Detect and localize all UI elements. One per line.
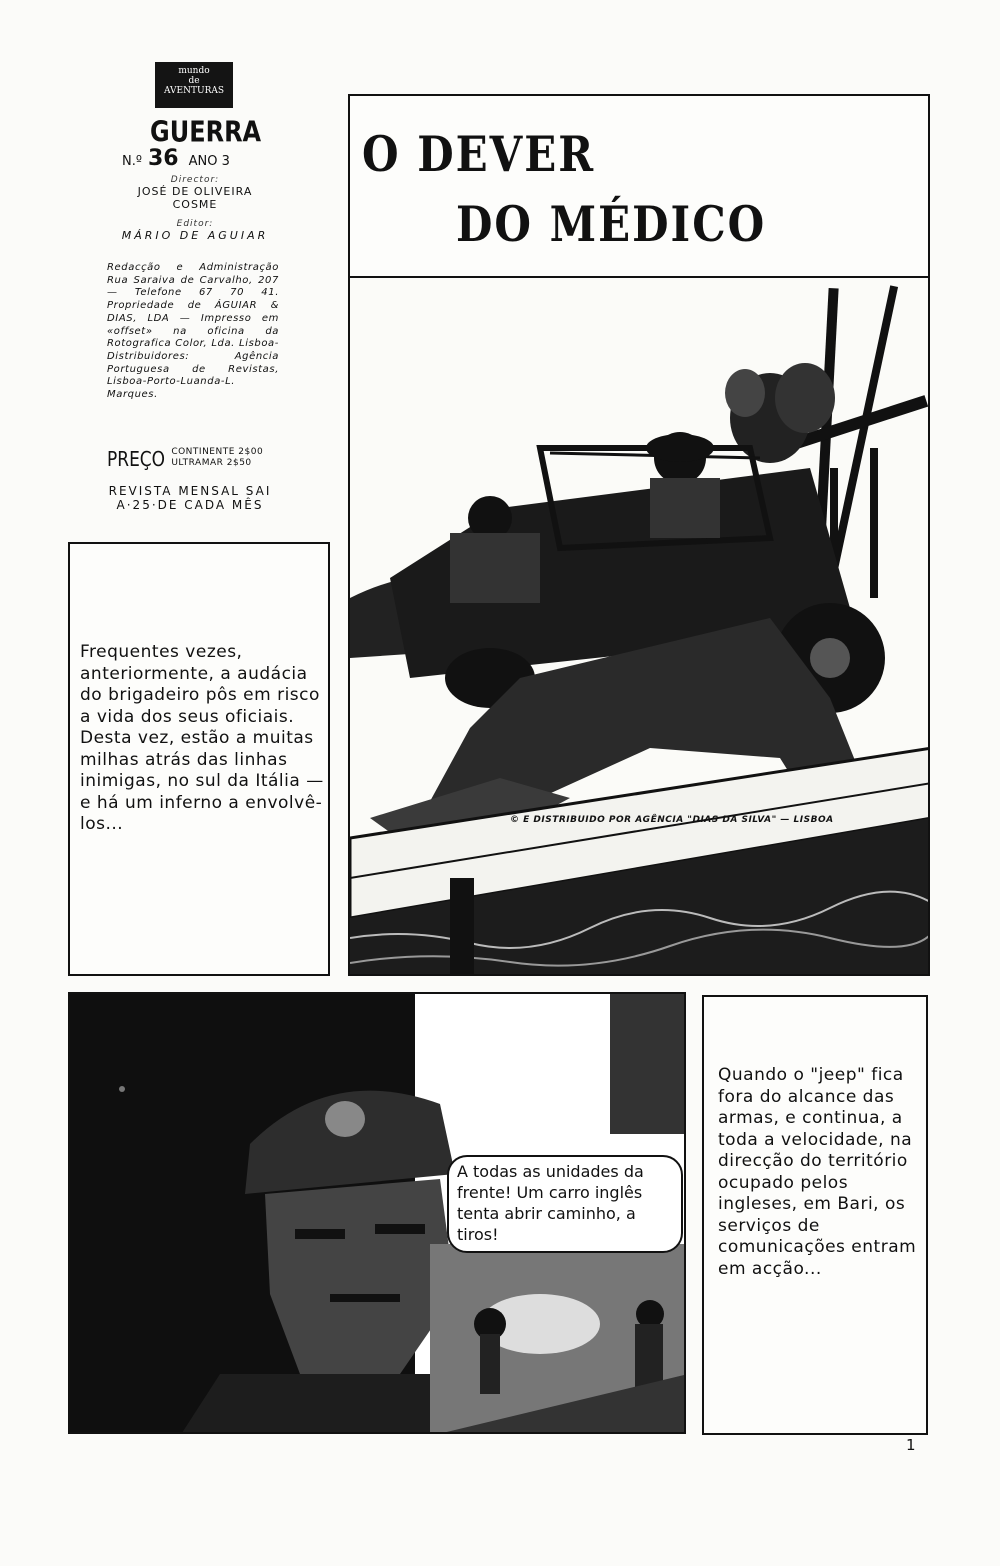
logo-line-2: de [188,76,200,86]
monthly-notice: REVISTA MENSAL SAI A·25·DE CADA MÊS [108,484,272,512]
price-label: PREÇO [107,447,166,471]
speech-balloon: A todas as unidades da frente! Um carro inglês tenta abrir caminho, a tiros! [447,1155,683,1253]
issue-label: N.º [122,154,142,169]
year-label: ANO 3 [188,154,230,169]
series-name: GUERRA [150,115,262,149]
issue-line [122,146,282,171]
page-number: 1 [906,1436,916,1454]
editor-label: Editor: [176,219,214,229]
price-block [107,447,279,471]
second-caption-panel [702,995,928,1435]
second-caption-text: Quando o "jeep" fica fora do alcance das armas, e continua, a toda a velocidade, na direcção do território ocupado pelos ingleses, em Bari, os serviços de comunicações entram em acção... [718,1065,917,1279]
jeep-scene-art [350,278,930,976]
staff-block [120,175,270,242]
intro-caption-panel [68,542,330,976]
price-continente: CONTINENTE 2$00 [171,447,264,457]
director-name: JOSÉ DE OLIVEIRA COSME [137,185,253,211]
story-title-line-2: DO MÉDICO [456,196,767,253]
intro-caption-text: Frequentes vezes, anteriormente, a audácia do brigadeiro pôs em risco a vida dos seus oficiais. Desta vez, estão a muitas milhas atrás das linhas inimigas, no sul da Itália — e há um inferno a envolvê-los... [80,642,324,834]
logo-line-1: mundo [178,66,210,76]
distribution-credit: © E DISTRIBUIDO POR AGÊNCIA "DIAS DA SILVA" — LISBOA [510,815,834,825]
price-rows [171,447,263,469]
imprint-text: Redacção e Administração Rua Saraiva de Carvalho, 207 — Telefone 67 70 41. Propriedade de ÁGUIAR & DIAS, LDA — Impresso em «offset» na oficina da Rotografica Color, Lda. Lisboa-Distribuidores: Agência Portuguesa de Revistas, Lisboa-Porto-Luanda-L. Marques. [107,262,279,401]
splash-illustration [348,276,930,976]
editor-name: MÁRIO DE AGUIAR [121,229,269,242]
director-label: Director: [170,175,220,185]
price-ultramar: ULTRAMAR 2$50 [171,458,252,468]
story-title-line-1: O DEVER [362,126,596,183]
issue-number: 36 [147,146,179,171]
logo-line-3: AVENTURAS [163,86,225,96]
publisher-logo [155,62,233,108]
